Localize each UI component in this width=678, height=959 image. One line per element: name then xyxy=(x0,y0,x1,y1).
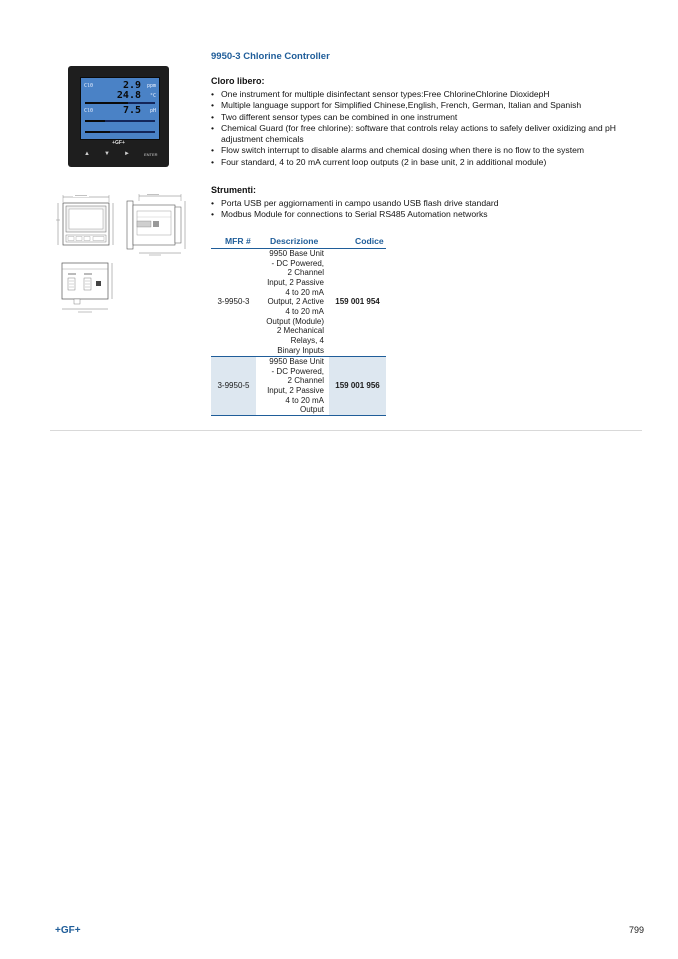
desc-line: 4 to 20 mA xyxy=(285,306,324,316)
cell-code: 159 001 954 xyxy=(335,297,380,306)
desc-line: Input, 2 Passive xyxy=(267,277,324,287)
column-header-desc: Descrizione xyxy=(270,236,319,246)
screen-unit: ppm xyxy=(146,83,156,89)
desc-line: Output xyxy=(299,405,324,415)
device-photo xyxy=(68,66,169,167)
desc-line: 2 Channel xyxy=(287,376,324,386)
cell-code: 159 001 956 xyxy=(335,381,380,390)
desc-line: Binary Inputs xyxy=(277,345,324,355)
list-item: • Chemical Guard (for free chlorine): software that controls relay actions to safely deliver oxidizing and pH adjustment chemicals xyxy=(211,123,621,146)
front-dimension-drawing xyxy=(55,194,119,252)
feature-list xyxy=(211,89,651,168)
page-number: 799 xyxy=(628,925,644,935)
screen-value: 7.5 xyxy=(122,105,141,116)
desc-line: 4 to 20 mA xyxy=(285,395,324,405)
desc-line: - DC Powered, xyxy=(271,258,324,268)
list-item: • Four standard, 4 to 20 mA current loop outputs (2 in base unit, 2 in additional module) xyxy=(211,157,651,168)
cell-mfr: 3-9950-5 xyxy=(217,381,250,390)
list-item: • One instrument for multiple disinfectant sensor types:Free ChlorineChlorine DioxidepH xyxy=(211,89,651,100)
device-logo: +GF+ xyxy=(112,140,125,146)
list-item: • Two different sensor types can be combined in one instrument xyxy=(211,112,651,123)
list-item: • Multiple language support for Simplified Chinese,English, French, German, Italian and Spanish xyxy=(211,100,651,111)
screen-row xyxy=(81,90,159,102)
desc-line: Input, 2 Passive xyxy=(267,385,324,395)
desc-line: 9950 Base Unit xyxy=(269,357,324,366)
footer-logo: +GF+ xyxy=(55,925,81,936)
tools-list xyxy=(211,198,651,221)
desc-line: Output, 2 Active xyxy=(267,297,324,307)
rear-dimension-drawing xyxy=(60,261,116,319)
down-arrow-icon: ▼ xyxy=(104,151,110,157)
cell-description xyxy=(256,357,324,415)
screen-level-bar xyxy=(85,131,155,133)
screen-level-bar xyxy=(85,102,155,104)
screen-unit: pH xyxy=(149,108,156,114)
desc-line: Relays, 4 xyxy=(290,335,324,345)
screen-level-bar xyxy=(85,120,155,122)
side-dimension-drawing xyxy=(125,193,187,259)
list-item: • Porta USB per aggiornamenti in campo usando USB flash drive standard xyxy=(211,198,651,209)
table-row xyxy=(211,357,386,416)
enter-key: ENTER xyxy=(144,152,158,157)
section-divider xyxy=(50,430,642,431)
desc-line: 4 to 20 mA xyxy=(285,287,324,297)
up-arrow-icon: ▲ xyxy=(84,151,90,157)
cell-mfr: 3-9950-3 xyxy=(217,297,250,306)
list-item: • Flow switch interrupt to disable alarms and chemical dosing when there is no flow to the system xyxy=(211,145,621,156)
desc-line: Output (Module) xyxy=(266,316,324,326)
screen-value: 24.8 xyxy=(116,90,141,101)
section-heading-strumenti: Strumenti: xyxy=(211,185,256,195)
column-header-mfr: MFR # xyxy=(225,236,251,246)
desc-line: 2 Mechanical xyxy=(276,326,324,336)
desc-line: 2 Channel xyxy=(287,268,324,278)
list-item: • Modbus Module for connections to Serial RS485 Automation networks xyxy=(211,209,651,220)
screen-value: 2.9 xyxy=(122,80,141,91)
table-header xyxy=(211,234,386,249)
screen-unit: °C xyxy=(149,93,156,99)
table-row xyxy=(211,249,386,357)
device-screen xyxy=(80,77,160,140)
desc-line: 9950 Base Unit xyxy=(269,249,324,258)
screen-row xyxy=(81,105,159,117)
device-keypad xyxy=(78,151,163,159)
cell-description xyxy=(256,249,324,355)
screen-tag: Cl0 xyxy=(84,83,94,89)
product-title: 9950-3 Chlorine Controller xyxy=(211,51,330,62)
section-heading-cloro-libero: Cloro libero: xyxy=(211,76,265,86)
product-table xyxy=(211,234,386,416)
column-header-code: Codice xyxy=(355,236,384,246)
screen-tag: Cl0 xyxy=(84,108,94,114)
right-arrow-icon: ► xyxy=(124,151,130,157)
desc-line: - DC Powered, xyxy=(271,366,324,376)
